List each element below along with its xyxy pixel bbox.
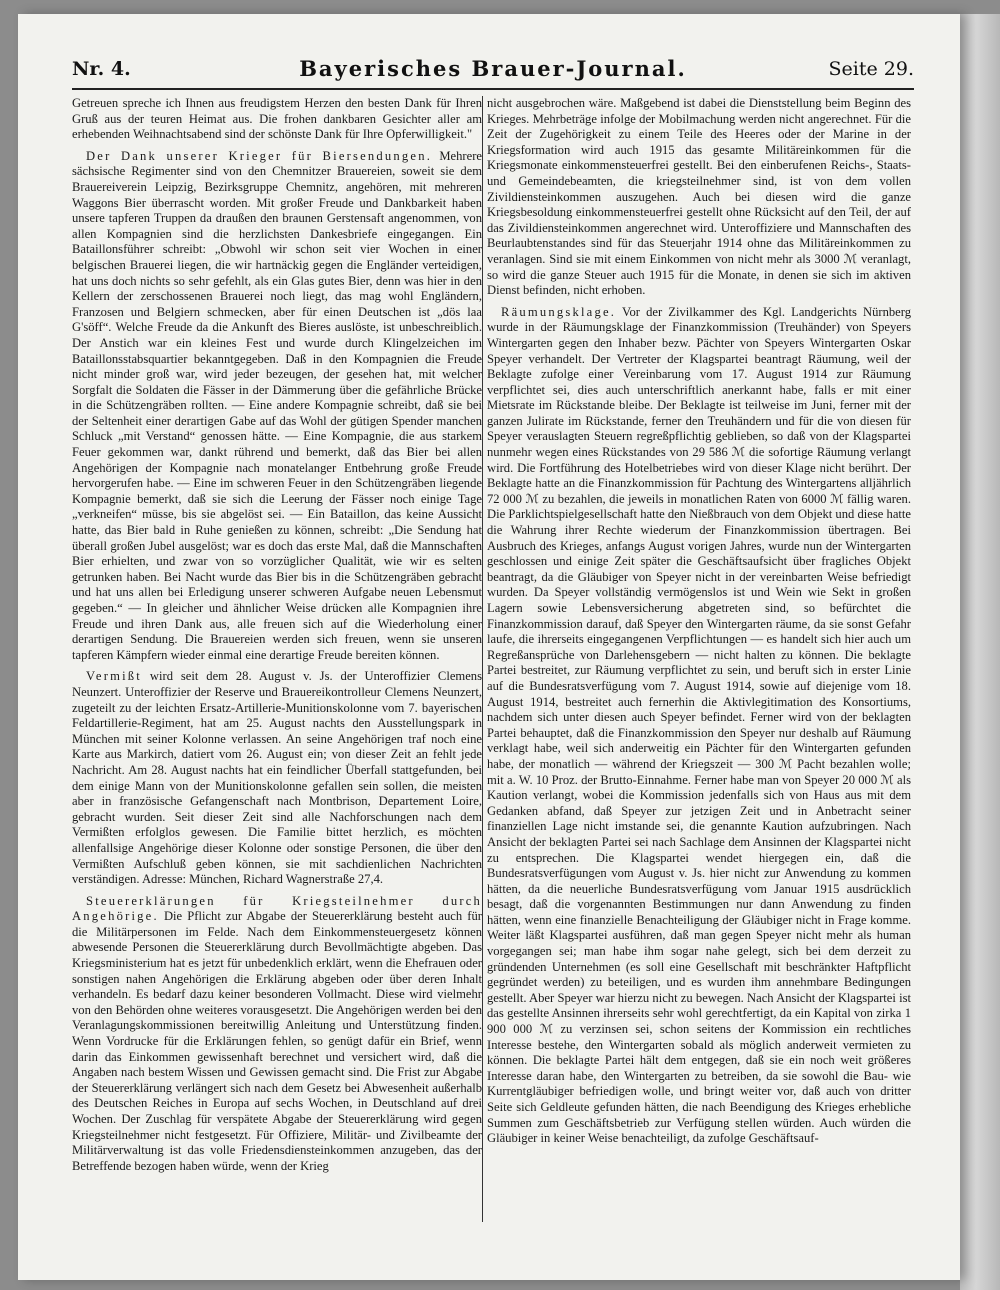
left-column [72,96,482,1222]
article-heading: Vermißt [86,669,142,684]
intro-paragraph: Getreuen spreche ich Ihnen aus freudigstem Herzen den besten Dank für Ihren Gruß aus der teuren Heimat aus. Die frohen dankbaren Gesichter aller am erhebenden Weihnachtsabend sind der schönste Dank für Ihre Opferwilligkeit." [72,96,482,142]
page-header [72,54,914,90]
page-number: Seite 29. [828,58,914,80]
article-body: Mehrere sächsische Regimenter sind von den Chemnitzer Brauereien, soweit sie dem Brauereiverein Leipzig, Bezirksgruppe Chemnitz, angehören, mit mehreren Waggons Bier überrascht worden. Mit großer Freude und Dankbarkeit haben unsere tapferen Truppen da draußen den braunen Gerstensaft angenommen, von allen Kompagnien sind die herzlichsten Dankesbriefe eingegangen. Ein Bataillonsführer schreibt: „Obwohl wir schon seit vier Wochen in einer belgischen Brauerei liegen, die wir hartnäckig gegen die Engländer verteidigen, hat uns doch nichts so sehr gefehlt, als ein Glas gutes Bier, denn was hier in den Kellern der zerschossenen Brauerei noch liegt, das mag wohl Engländern, Franzosen und Belgiern schmecken, aber für einen Deutschen ist „dös laa G'söff“. Welche Freude da die Ankunft des Bieres auslöste, ist unbeschreiblich. Der Anstich war ein kleines Fest und wurde durch Klingelzeichen im Bataillonsstabsquartier bekanntgegeben. Daß in den Kompagnien die Freude nicht minder groß war, wird jeder bezeugen, der gesehen hat, mit welcher Sorgfalt die Soldaten die Fässer in der Dämmerung über die gefährliche Brücke in die Schützengräben rollten. — Eine andere Kompagnie schreibt, daß sie bei der Seltenheit einer derartigen Gabe auf das Wohl der gütigen Spender manchen Schluck „mit Verstand“ genossen hätte. — Eine Kompagnie, die aus starkem Feuer gekommen war, dankt rührend und bemerkt, daß das Bier bei allen Angehörigen der Kompagnie nach monatelanger Entbehrung große Freude hervorgerufen habe. — Eine im schweren Feuer in den Schützengräben liegende Kompagnie bemerkt, daß sie sich die Leerung der Fässer noch einige Tage „verkneifen“ müsse, bis sie abgelöst sei. — Ein Bataillon, das keine Aussicht hatte, das Bier bald in Ruhe genießen zu können, schreibt: „Die Sendung hat überall großen Jubel ausgelöst; war es doch das erste Mal, daß die Mannschaften Bier erhielten, und zwar von so vorzüglicher Qualität, wie wir es selten getrunken haben. Bei Nacht wurde das Bier bis in die Schützengräben gebracht und hat uns allen bei Erledigung unserer schweren Aufgabe neuen Lebensmut gegeben.“ — In gleicher und ähnlicher Weise drücken alle Kompagnien ihre Freude und ihren Dank aus, alle freuen sich auf die Wiederholung einer derartigen Sendung. Die Brauereien werden sich freuen, wenn sie unseren tapferen Kämpfern wieder einmal eine derartige Freude bereiten können. [72,148,482,662]
right-column [487,96,911,1222]
issue-number: Nr. 4. [72,58,131,80]
page-edge-shadow [960,14,1000,1290]
article-vermisst [72,669,482,887]
article-body: Vor der Zivilkammer des Kgl. Landgerichts Nürnberg wurde in der Räumungsklage der Finanzkommission (Treuhänder) von Speyers Wintergarten gegen den Inhaber bezw. Pächter von Speyers Wintergarten Oskar Speyer verhandelt. Der Vertreter der Klagspartei beantragt Räumung, weil der Beklagte zufolge einer Vereinbarung vom 17. August 1914 zur Räumung verpflichtet sei, dies auch unterschriftlich anerkannt habe, falls er mit einer Mietsrate im Rückstande bleibe. Der Beklagte ist teilweise im Juni, ferner mit der ganzen Julirate im Rückstande, ferner den Treuhändern und für die von diesen für Speyer verauslagten Steuern regreßpflichtig geblieben, so daß von der Klagspartei nunmehr wegen eines Rückstandes von 29 586 ℳ die sofortige Räumung verlangt wird. Die Fortführung des Hotelbetriebes wird von dieser Klage nicht berührt. Der Beklagte hatte an die Finanzkommission für Pachtung des Wintergartens alljährlich 72 000 ℳ zu bezahlen, die jeweils in monatlichen Raten von 6000 ℳ fällig waren. Die Parklichtspielgesellschaft hatte den Nießbrauch von dem Objekt und diese hatte die Wahrung ihrer Rechte wiederum der Finanzkommission übertragen. Bei Ausbruch des Krieges, anfangs August vorigen Jahres, wurde nun der Wintergarten geschlossen und einige Zeit später die Geschäftsaufsicht über fragliches Objekt beantragt, da die Gläubiger von Speyer nicht in der vereinbarten Weise befriedigt wurden. Da Speyer vollständig vermögenslos ist und Wein wie Sekt in großen Lagern sowie Lebensversicherung abgetreten sind, so befürchtet die Finanzkommission darauf, daß Speyer den Wintergarten räume, da sie sonst Gefahr laufe, die ihrerseits eingegangenen Verpflichtungen — es handelt sich hier auch um Regreßansprüche von Darlehensgebern — nicht halten zu können. Die beklagte Partei bestreitet, zur Räumung verpflichtet zu sein, und beruft sich in erster Linie auf die Bundesratsverfügung vom 7. August 1914, sowie auf diejenige vom 18. August 1914, bestreitet auch fernerhin die Aktivlegitimation des Konsortiums, nachdem sich unter diesen auch Speyer befindet. Ferner wird von der beklagten Partei behauptet, daß die Finanzkommission den Speyer nur deshalb auf Räumung verklagt habe, weil sich anderweitig ein Pächter für den Wintergarten gefunden habe, der monatlich — während der Kriegszeit — 300 ℳ Pacht bezahlen wolle; mit a. W. 10 Proz. der Brutto-Einnahme. Ferner habe man von Speyer 20 000 ℳ als Kaution verlangt, wobei die Kommission jedenfalls sich von Haus aus mit dem Gedanken abfand, daß Speyer zur jetzigen Zeit und in Anbetracht seiner finanziellen Lage nicht imstande sei, die genannte Kaution aufzubringen. Nach Ansicht der beklagten Partei sei nach Sachlage dem Ansinnen der Klagspartei nicht zu entsprechen. Die Klagspartei wendet hiergegen ein, daß die Bundesratsverfügungen vom August v. Js. hier nicht zur Anwendung zu kommen hätten, da die neuerliche Bundesratsverfügung vom Januar 1915 ausdrücklich besagt, daß die vorgenannten Bestimmungen nur dann Anwendung zu finden hätten, wenn eine finanzielle Benachteiligung der Gläubiger nicht in Frage komme. Weiter läßt Klagspartei ausführen, daß man gegen Speyer nicht mehr als human vorgegangen sei; man habe ihm sogar nahe gelegt, sich bei dem derzeit zu gründenden Unternehmen (es soll eine Gesellschaft mit beschränkter Haftpflicht gegründet werden) zu beteiligen, und es wurden ihm annehmbare Bedingungen gestellt. Aber Speyer war hierzu nicht zu bewegen. Nach Ansicht der Klagspartei ist das gestellte Ansinnen ihrerseits sehr wohl gerechtfertigt, da ein Kapital von zirka 1 900 000 ℳ zu verzinsen sei, schon seitens der Kommission ein rechtliches Interesse bestehe, den Wintergarten sobald als möglich anderweit vermieten zu können. Die beklagte Partei hält dem entgegen, daß sie ein noch weit größeres Interesse daran habe, den Wintergarten zu betreiben, da sie sowohl die Bau- wie Kurrentgläubiger befriedigen wolle, und bringt weiter vor, daß auch von dritter Seite sich Geldleute gefunden hätten, die nach Beendigung des Krieges erhebliche Summen zum Geschäftsbetrieb zur Verfügung stellen würden. Auch würden die Gläubiger in keiner Weise benachteiligt, da zufolge Geschäftsauf- [487,304,911,1146]
article-steuer [72,894,482,1175]
column-divider [482,96,483,1222]
article-body: Die Pflicht zur Abgabe der Steuererklärung besteht auch für die Militärpersonen im Felde. Nach dem Einkommensteuergesetz können abwesende Personen die Steuererklärung durch Bevollmächtigte abgeben. Das Kriegsministerium hat es jetzt für unbedenklich erklärt, wenn die Ehefrauen oder sonstigen nahen Angehörigen die Erklärung abgeben oder über deren Inhalt verhandeln. Es bedarf dazu keiner besonderen Vollmacht. Diese wird vielmehr von den Behörden ohne weiteres vorausgesetzt. Die Angehörigen werden bei den Veranlagungskommissionen bereitwillig Anleitung und Unterstützung finden. Wenn Vordrucke für die Erklärungen fehlen, so genügt dafür ein Brief, wenn darin das Einkommen gewissenhaft berechnet und versichert wird, daß die Angaben nach bestem Wissen und Gewissen gemacht sind. Die Frist zur Abgabe der Steuererklärung verlängert sich nach dem Gesetz bei Abwesenheit außerhalb des Deutschen Reiches in Europa auf sechs Wochen, in Deutschland auf drei Wochen. Der Zuschlag für verspätete Abgabe der Steuererklärung wird gegen Kriegsteilnehmer nicht festgesetzt. Für Offiziere, Militär- und Zivilbeamte der Militärverwaltung ist das volle Friedensdiensteinkommen anzugeben, das der Betreffende bezogen haben würde, wenn der Krieg [72,909,482,1173]
article-heading: Räumungsklage. [501,304,617,319]
article-dank [72,149,482,664]
continued-paragraph: nicht ausgebrochen wäre. Maßgebend ist dabei die Dienststellung beim Beginn des Krieges. Mehrbeträge infolge der Mobilmachung werden nicht angerechnet. Für die Zeit der Zugehörigkeit zu einem Teile des Heeres oder der Marine in der Kriegsformation wird auch 1915 das gesamte Militäreinkommen für die Kriegsmonate einkommensteuerfrei gestellt. Bei den einberufenen Reichs-, Staats- und Gemeindebeamten, die kriegsteilnehmer sind, ist von dem vollen Zivildiensteinkommen auszugehen. Auch bei diesen wird die ganze Kriegsbesoldung einkommensteuerfrei gestellt ohne Rücksicht auf den Teil, der auf das Zivildiensteinkommen angerechnet wird. Unteroffiziere und Mannschaften des Beurlaubtenstandes sind für das Steuerjahr 1914 ohne das Militäreinkommen zu veranlagen. Sind sie mit einem Einkommen von nicht mehr als 3000 ℳ veranlagt, so wird die ganze Steuer auch 1915 für die Monate, in denen sie sich im aktiven Dienst befinden, nicht erhoben. [487,96,911,298]
article-heading: Steuererklärungen für Kriegsteilnehmer durch Angehörige. [72,893,482,924]
journal-title: Bayerisches Brauer-Journal. [299,56,687,81]
article-heading: Der Dank unserer Krieger für Biersendungen. [86,148,433,163]
article-body: wird seit dem 28. August v. Js. der Unteroffizier Clemens Neunzert. Unteroffizier der Reserve und Brauereikontrolleur Clemens Neunzert, zugeteilt zu der leichten Ersatz-Artillerie-Munitionskolonne vom 7. bayerischen Feldartillerie-Regiment, hat am 25. August nachts den Ausstellungspark in München mit seiner Kolonne verlassen. An seine Angehörigen traf noch eine Karte aus Markirch, datiert vom 26. August ein; von dieser Zeit an fehlt jede Nachricht. Am 28. August nachts hat ein feindlicher Überfall stattgefunden, bei dem einige Mann von der Munitionskolonne gefallen sein sollen, die meisten aber in französische Gefangenschaft nach Montbrison, Departement Loire, gebracht wurden. Seit dieser Zeit sind alle Nachforschungen nach dem Vermißten erfolglos gewesen. Die Familie bittet herzlich, es möchten allenfallsige Angehörige dieser Kolonne oder sonstige Personen, die über den Vermißten Aufschluß geben können, sie mit sachdienlichen Nachrichten verständigen. Adresse: München, Richard Wagnerstraße 27,4. [72,669,482,887]
article-raeumung [487,305,911,1147]
